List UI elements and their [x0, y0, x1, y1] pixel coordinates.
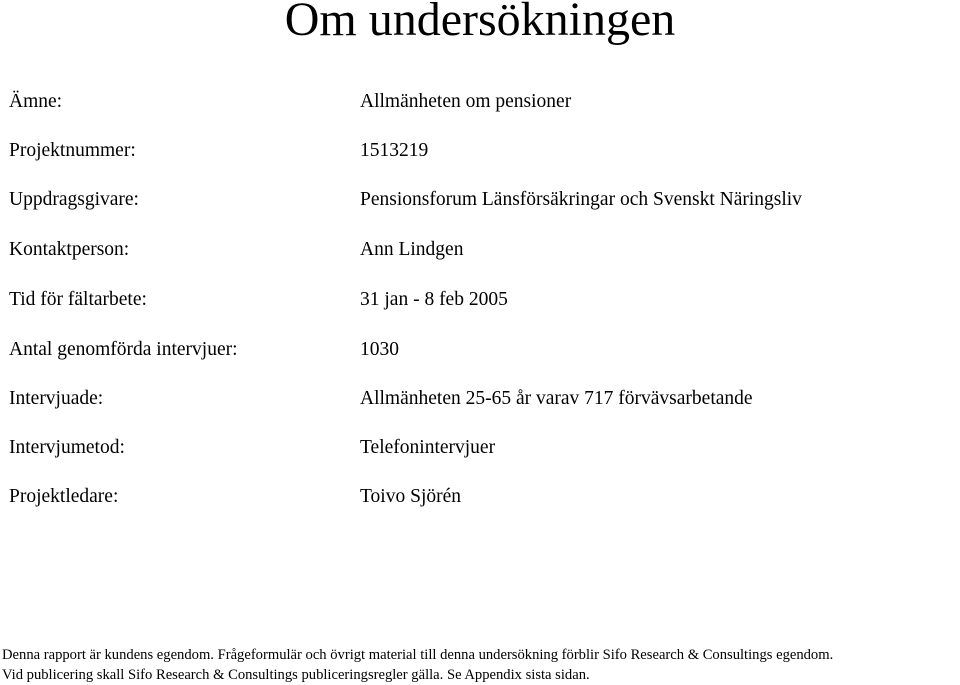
field-label: Antal genomförda intervjuer:	[9, 339, 238, 360]
field-label: Intervjuade:	[9, 388, 104, 409]
page-title: Om undersökningen	[284, 0, 676, 46]
field-value: Ann Lindgen	[360, 239, 464, 260]
field-row-faltarbete	[0, 285, 960, 315]
field-label: Ämne:	[9, 91, 63, 112]
field-label: Projektnummer:	[9, 140, 136, 161]
field-label: Intervjumetod:	[9, 437, 125, 458]
field-row-intervjumetod	[0, 433, 960, 463]
field-value: Allmänheten om pensioner	[360, 91, 572, 112]
field-row-amne	[0, 87, 960, 117]
field-value: Toivo Sjörén	[360, 486, 462, 507]
field-value: Telefonintervjuer	[360, 437, 496, 458]
field-value: Allmänheten 25-65 år varav 717 förvävsarbetande	[360, 388, 753, 409]
field-label: Uppdragsgivare:	[9, 189, 139, 210]
footer-line-publication: Vid publicering skall Sifo Research & Consultings publiceringsregler gälla. Se Appendix sista sidan.	[2, 667, 590, 683]
field-label: Kontaktperson:	[9, 239, 130, 260]
field-row-antal-intervjuer	[0, 335, 960, 365]
field-label: Tid för fältarbete:	[9, 289, 147, 310]
field-row-projektnummer	[0, 136, 960, 166]
field-value: 31 jan - 8 feb 2005	[360, 289, 508, 310]
field-value: 1513219	[360, 140, 429, 161]
field-row-uppdragsgivare	[0, 185, 960, 215]
field-label: Projektledare:	[9, 486, 119, 507]
field-row-intervjuade	[0, 384, 960, 414]
footer-line-ownership: Denna rapport är kundens egendom. Frågeformulär och övrigt material till denna undersökning förblir Sifo Research & Consultings egendom.	[2, 647, 834, 663]
field-row-kontaktperson	[0, 235, 960, 265]
field-value: 1030	[360, 339, 399, 360]
field-value: Pensionsforum Länsförsäkringar och Svenskt Näringsliv	[360, 189, 802, 210]
field-row-projektledare	[0, 482, 960, 512]
